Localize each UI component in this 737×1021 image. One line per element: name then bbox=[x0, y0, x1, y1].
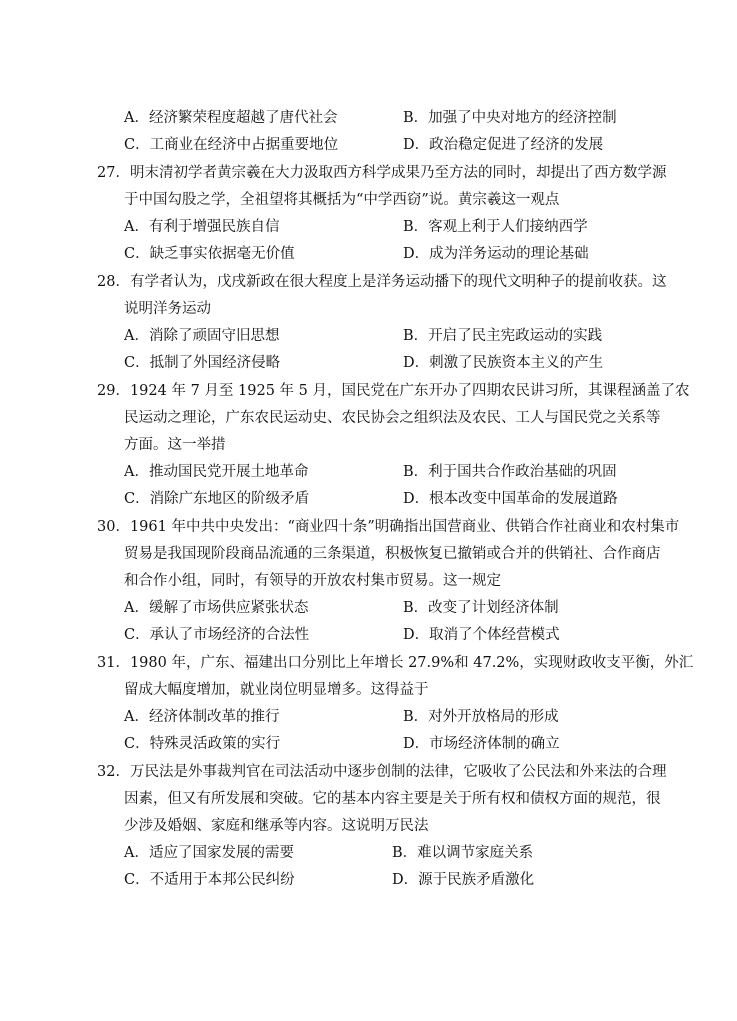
q31-stem-line-2: 留成大幅度增加，就业岗位明显增多。这得益于 bbox=[124, 682, 429, 698]
q26-option-a: A．经济繁荣程度超越了唐代社会 bbox=[124, 110, 338, 126]
q30-stem-line-3: 和合作小组，同时，有领导的开放农村集市贸易。这一规定 bbox=[124, 573, 501, 589]
q29-stem-line-1: 29．1924 年 7 月至 1925 年 5 月，国民党在广东开办了四期农民讲习所，其课程涵盖了农 bbox=[97, 383, 690, 399]
q26-option-c: C．工商业在经济中占据重要地位 bbox=[124, 137, 339, 153]
q27-option-d: D．成为洋务运动的理论基础 bbox=[403, 246, 589, 262]
q32-option-b: B．难以调节家庭关系 bbox=[392, 845, 534, 861]
q32-option-a: A．适应了国家发展的需要 bbox=[124, 845, 294, 861]
q26-option-d: D．政治稳定促进了经济的发展 bbox=[403, 137, 604, 153]
q31-option-b: B．对外开放格局的形成 bbox=[403, 709, 559, 725]
q29-option-a: A．推动国民党开展土地革命 bbox=[124, 464, 309, 480]
q30-option-d: D．取消了个体经营模式 bbox=[403, 627, 560, 643]
q29-option-b: B．利于国共合作政治基础的巩固 bbox=[403, 464, 617, 480]
q28-option-a: A．消除了顽固守旧思想 bbox=[124, 328, 280, 344]
q32-stem-line-2: 因素，但又有所发展和突破。它的基本内容主要是关于所有权和债权方面的规范，很 bbox=[124, 791, 661, 807]
q32-option-d: D．源于民族矛盾激化 bbox=[392, 872, 535, 888]
q28-stem-line-1: 28．有学者认为，戊戌新政在很大程度上是洋务运动播下的现代文明种子的提前收获。这 bbox=[97, 274, 667, 290]
q26-option-b: B．加强了中央对地方的经济控制 bbox=[403, 110, 617, 126]
q29-stem-line-3: 方面。这一举措 bbox=[124, 437, 226, 453]
q31-stem-line-1: 31．1980 年，广东、福建出口分别比上年增长 27.9%和 47.2%，实现财政收支平衡，外汇 bbox=[97, 655, 694, 671]
q27-option-a: A．有利于增强民族自信 bbox=[124, 219, 280, 235]
q31-option-c: C．特殊灵活政策的实行 bbox=[124, 736, 281, 752]
q27-option-c: C．缺乏事实依据毫无价值 bbox=[124, 246, 295, 262]
q30-stem-line-1: 30．1961 年中共中央发出：“商业四十条”明确指出国营商业、供销合作社商业和农村集市 bbox=[97, 519, 680, 535]
q28-option-c: C．抵制了外国经济侵略 bbox=[124, 355, 281, 371]
q29-stem-line-2: 民运动之理论，广东农民运动史、农民协会之组织法及农民、工人与国民党之关系等 bbox=[124, 410, 661, 426]
q28-option-b: B．开启了民主宪政运动的实践 bbox=[403, 328, 603, 344]
q29-option-d: D．根本改变中国革命的发展道路 bbox=[403, 491, 618, 507]
q32-stem-line-3: 少涉及婚姻、家庭和继承等内容。这说明万民法 bbox=[124, 818, 429, 834]
q32-stem-line-1: 32．万民法是外事裁判官在司法活动中逐步创制的法律，它吸收了公民法和外来法的合理 bbox=[97, 764, 667, 780]
q30-stem-line-2: 贸易是我国现阶段商品流通的三条渠道，积极恢复已撤销或合并的供销社、合作商店 bbox=[124, 546, 661, 562]
q28-option-d: D．刺激了民族资本主义的产生 bbox=[403, 355, 604, 371]
q27-stem-line-1: 27．明末清初学者黄宗羲在大力汲取西方科学成果乃至方法的同时，却提出了西方数学源 bbox=[97, 165, 667, 181]
q29-option-c: C．消除广东地区的阶级矛盾 bbox=[124, 491, 310, 507]
q31-option-d: D．市场经济体制的确立 bbox=[403, 736, 560, 752]
q32-option-c: C．不适用于本邦公民纠纷 bbox=[124, 872, 295, 888]
q28-stem-line-2: 说明洋务运动 bbox=[124, 301, 211, 317]
q27-option-b: B．客观上利于人们接纳西学 bbox=[403, 219, 588, 235]
q30-option-b: B．改变了计划经济体制 bbox=[403, 600, 559, 616]
q30-option-c: C．承认了市场经济的合法性 bbox=[124, 627, 310, 643]
q27-stem-line-2: 于中国勾股之学，全祖望将其概括为“中学西窃”说。黄宗羲这一观点 bbox=[124, 192, 560, 208]
q31-option-a: A．经济体制改革的推行 bbox=[124, 709, 280, 725]
q30-option-a: A．缓解了市场供应紧张状态 bbox=[124, 600, 309, 616]
